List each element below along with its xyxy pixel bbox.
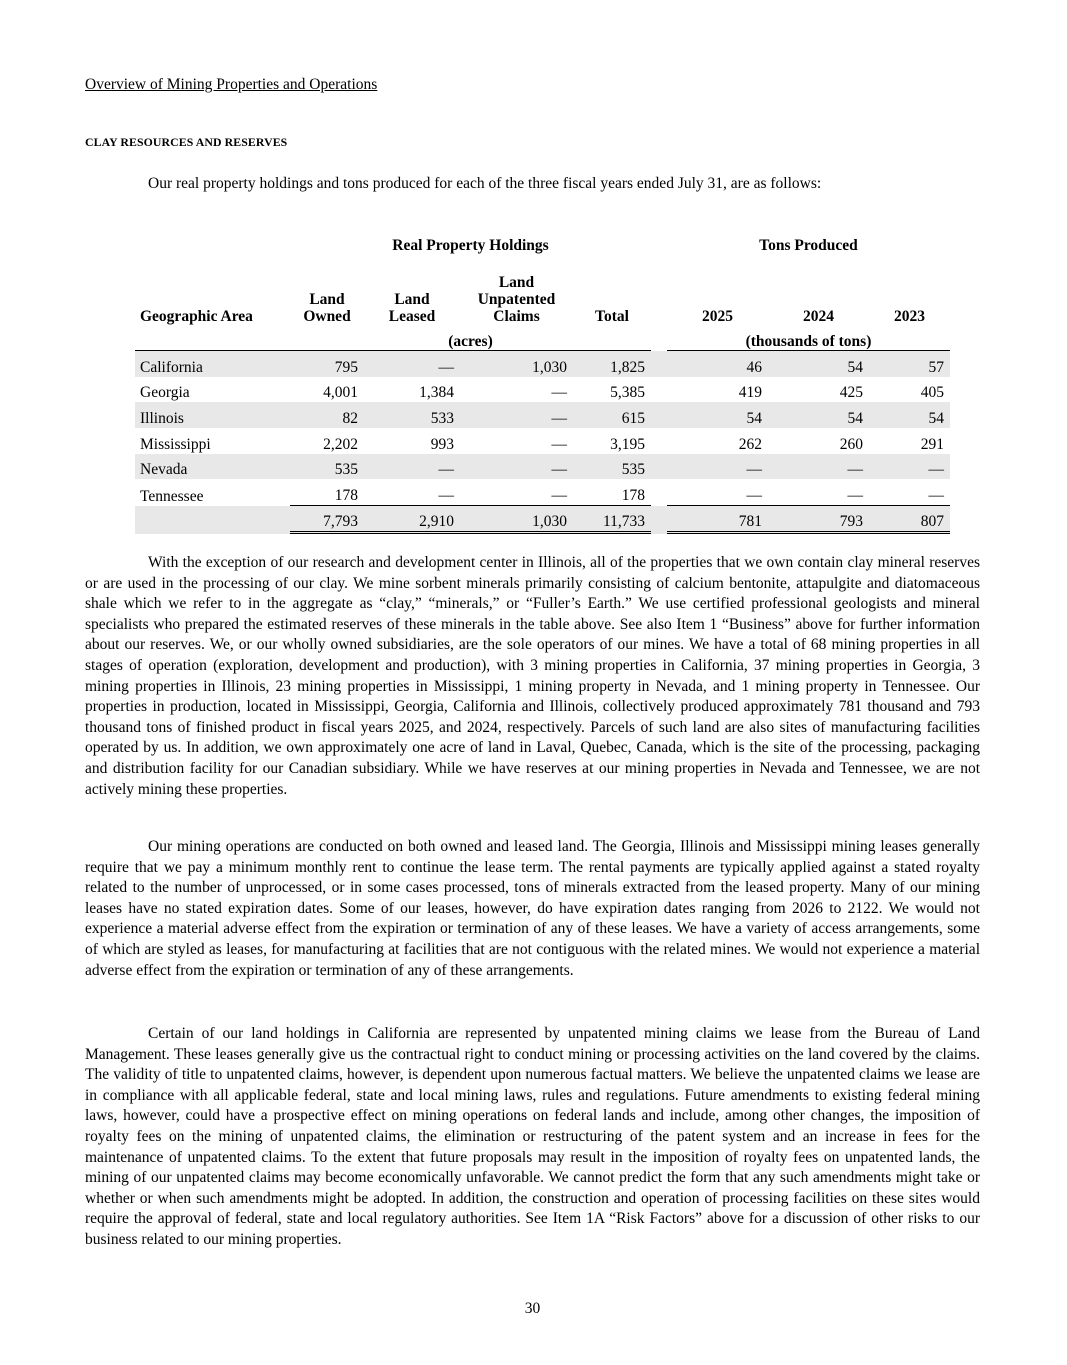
cell-claims: — (551, 384, 567, 402)
cell-y2023: — (869, 454, 950, 480)
cell-owned: 795 (290, 351, 364, 377)
cell-total: 535 (573, 454, 651, 480)
cell-owned: 4,001 (323, 384, 358, 402)
table-row (135, 479, 950, 506)
table-row (135, 402, 950, 428)
cell-claims: — (460, 479, 573, 506)
cell-leased: 993 (430, 435, 454, 453)
page-number: 30 (524, 1300, 541, 1317)
cell-total: 3,195 (610, 435, 645, 453)
units-acres: (acres) (290, 325, 651, 352)
total-owned: 7,793 (290, 506, 364, 535)
cell-owned: 2,202 (323, 435, 358, 453)
cell-area: Georgia (140, 384, 190, 402)
intro-sentence: Our real property holdings and tons produced for each of the three fiscal years ended July 31, are as follows: (148, 175, 822, 192)
cell-y2025: — (667, 479, 768, 506)
cell-y2025: 262 (738, 435, 762, 453)
cell-y2023: 54 (869, 402, 950, 428)
cell-total: 1,825 (573, 351, 651, 377)
col-header-total: Total (595, 307, 629, 325)
cell-leased: 533 (364, 402, 460, 428)
cell-y2025: — (667, 454, 768, 480)
table-column-header-row (135, 274, 950, 325)
cell-y2024: 425 (839, 384, 863, 402)
cell-leased: 1,384 (419, 384, 454, 402)
table-row (135, 428, 950, 454)
cell-claims: — (551, 435, 567, 453)
total-2023: 807 (869, 506, 950, 535)
table-units-row (135, 325, 950, 352)
units-tons: (thousands of tons) (667, 325, 950, 352)
paragraph-leases: Our mining operations are conducted on both owned and leased land. The Georgia, Illinois and Mississippi mining leases generally require that we pay a minimum monthly rent to continue the lease term. The rental payments are typically applied against a stated royalty related to the number of unprocessed, or in some cases processed, tons of minerals extracted from the leased property. Many of our mining leases have no stated expiration dates. Some of our leases, however, do have expiration dates ranging from 2026 to 2122. We would not experience a material adverse effect from the expiration or termination of any of these leases. We have a variety of access arrangements, some of which are styled as leases, for manufacturing at facilities that are not contiguous with the related mines. We would not experience a material adverse effect from the expiration or termination of any of these arrangements. (85, 838, 980, 979)
cell-y2024: 54 (768, 351, 869, 377)
cell-y2024: — (768, 479, 869, 506)
col-header-area: Geographic Area (140, 307, 253, 325)
col-header-leased: Land Leased (388, 290, 436, 325)
col-header-2025: 2025 (702, 307, 733, 325)
cell-claims: — (460, 402, 573, 428)
cell-leased: — (364, 454, 460, 480)
col-header-2023: 2023 (894, 307, 925, 325)
paragraph-properties: With the exception of our research and development center in Illinois, all of the properties that we own contain clay mineral reserves or are used in the processing of our clay. We mine sorbent minerals primarily consisting of calcium bentonite, attapulgite and diatomaceous shale which we refer to in the aggregate as “clay,” “minerals,” or “Fuller’s Earth.” We use certified professional geologists and mineral specialists who prepared the estimated reserves of these minerals in the table above. See also Item 1 “Business” above for further information about our reserves. We, or our wholly owned subsidiaries, are the sole operators of our mines. We have a total of 68 mining properties in all stages of operation (exploration, development and production), with 3 mining properties in California, 37 mining properties in Georgia, 3 mining properties in Illinois, 23 mining properties in Mississippi, 1 mining property in Nevada, and 1 mining property in Tennessee. Our properties in production, located in Mississippi, Georgia, California and Illinois, collectively produced approximately 781 thousand and 793 thousand tons of finished product in fiscal years 2025, and 2024, respectively. Parcels of such land are also sites of manufacturing facilities operated by us. In addition, we own approximately one acre of land in Laval, Quebec, Canada, which is the site of the processing, packaging and distribution facility for our Canadian subsidiary. While we have reserves at our mining properties in Nevada and Tennessee, we are not actively mining these properties. (85, 554, 980, 798)
cell-area: California (135, 351, 290, 377)
cell-y2023: 405 (920, 384, 944, 402)
cell-y2025: 46 (667, 351, 768, 377)
cell-total: 615 (573, 402, 651, 428)
cell-y2023: 57 (869, 351, 950, 377)
table-row (135, 377, 950, 403)
cell-owned: 82 (290, 402, 364, 428)
subheading: CLAY RESOURCES AND RESERVES (85, 135, 288, 149)
cell-total: 5,385 (610, 384, 645, 402)
group-header-holdings: Real Property Holdings (392, 236, 549, 254)
cell-area: Nevada (135, 454, 290, 480)
cell-area: Tennessee (140, 487, 204, 505)
total-2024: 793 (768, 506, 869, 535)
property-holdings-table (135, 228, 950, 534)
total-claims: 1,030 (460, 506, 573, 535)
col-header-2024: 2024 (803, 307, 834, 325)
cell-y2024: — (768, 454, 869, 480)
cell-y2023: 291 (920, 435, 944, 453)
cell-claims: 1,030 (460, 351, 573, 377)
cell-y2024: 260 (839, 435, 863, 453)
cell-y2025: 54 (667, 402, 768, 428)
cell-y2024: 54 (768, 402, 869, 428)
total-total: 11,733 (573, 506, 651, 535)
table-row (135, 454, 950, 480)
col-header-owned: Land Owned (303, 290, 351, 325)
cell-area: Mississippi (140, 435, 211, 453)
group-header-produced: Tons Produced (759, 236, 858, 254)
table-row (135, 351, 950, 377)
cell-claims: — (460, 454, 573, 480)
cell-y2025: 419 (738, 384, 762, 402)
cell-y2023: — (869, 479, 950, 506)
cell-owned: 535 (290, 454, 364, 480)
col-header-claims: Land Unpatented Claims (477, 273, 556, 325)
total-2025: 781 (667, 506, 768, 535)
cell-area: Illinois (135, 402, 290, 428)
cell-total: 178 (573, 479, 651, 506)
cell-owned: 178 (290, 479, 364, 506)
table-group-header-row (135, 228, 950, 254)
section-title: Overview of Mining Properties and Operations (85, 76, 378, 93)
cell-leased: — (364, 479, 460, 506)
cell-leased: — (364, 351, 460, 377)
total-leased: 2,910 (364, 506, 460, 535)
paragraph-unpatented-claims: Certain of our land holdings in California are represented by unpatented mining claims we lease from the Bureau of Land Management. These leases generally give us the contractual right to conduct mining or processing activities on the land covered by the claims. The validity of title to unpatented claims, however, is dependent upon numerous factual matters. We believe the unpatented claims we lease are in compliance with all applicable federal, state and local mining laws, rules and regulations. Future amendments to existing federal mining laws, however, could have a prospective effect on mining operations on federal lands and include, among other changes, the imposition of royalty fees on the mining of unpatented claims, the elimination or restructuring of the patent system and an increase in fees for the maintenance of unpatented claims. To the extent that future proposals may result in the imposition of royalty fees on unpatented lands, the mining of our unpatented claims may become economically unfavorable. We cannot predict the form that any such amendments might take or whether or when such amendments might be adopted. In addition, the construction and operation of processing facilities on these sites would require the approval of federal, state and local regulatory authorities. See Item 1A “Risk Factors” above for a discussion of other risks to our business related to our mining properties. (85, 1025, 980, 1248)
table-totals-row (135, 506, 950, 535)
